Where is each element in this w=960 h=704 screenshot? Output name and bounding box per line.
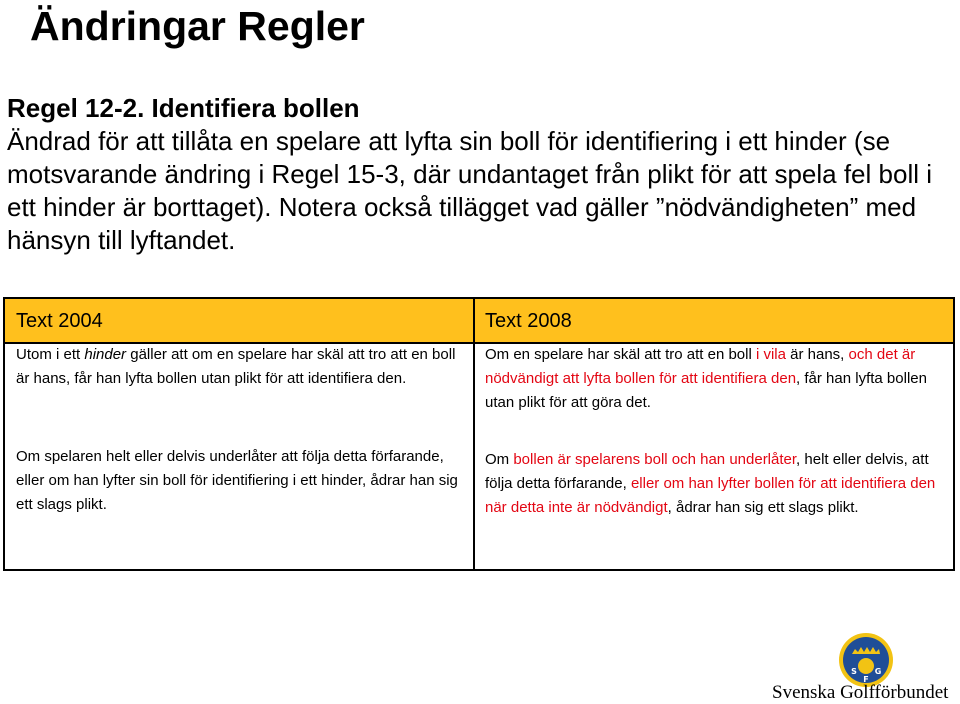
text-2004-paragraph-2: Om spelaren helt eller delvis underlåter att följa detta förfarande, eller om han lyfter sin boll för identifiering i ett hinder, ådrar han sig ett slags plikt.: [16, 448, 458, 513]
rule-heading: Regel 12-2. Identifiera bollen: [7, 93, 360, 123]
text-2008-paragraph-1: Om en spelare har skäl att tro att en boll i vila är hans, och det är nödvändigt att lyfta bollen för att identifiera den, får han lyfta bollen utan plikt för att göra det.: [485, 346, 927, 411]
table-header-row: [5, 299, 953, 344]
header-text-2008: Text 2008: [485, 310, 572, 332]
column-divider: [473, 299, 475, 569]
intro-text: [7, 92, 952, 257]
sgf-crest-icon: [838, 632, 894, 688]
text-2004-paragraph-1: Utom i ett hinder gäller att om en spelare har skäl att tro att en boll är hans, får han lyfta bollen utan plikt för att identifiera den.: [16, 346, 456, 387]
rule-description: Ändrad för att tillåta en spelare att lyfta sin boll för identifiering i ett hinder (se motsvarande ändring i Regel 15-3, där undantaget från plikt för att spela fel boll i ett hinder är borttaget). Notera också tillägget vad gäller ”nödvändigheten” med hänsyn till lyftandet.: [7, 126, 932, 255]
crest-letter-f: F: [863, 675, 869, 684]
header-text-2004: Text 2004: [16, 310, 103, 332]
slide-title: Ändringar Regler: [30, 3, 365, 49]
text-2008-paragraph-2: Om bollen är spelarens boll och han underlåter, helt eller delvis, att följa detta förfarande, eller om han lyfter bollen för att identifiera den när detta inte är nödvändigt, ådrar han sig ett slags plikt.: [485, 451, 936, 516]
crest-letter-s: S: [851, 667, 857, 676]
crest-center-ball: [858, 658, 874, 674]
crest-letter-g: G: [874, 667, 882, 676]
brand-name: Svenska Golfförbundet: [772, 682, 949, 703]
comparison-table: [3, 297, 955, 571]
